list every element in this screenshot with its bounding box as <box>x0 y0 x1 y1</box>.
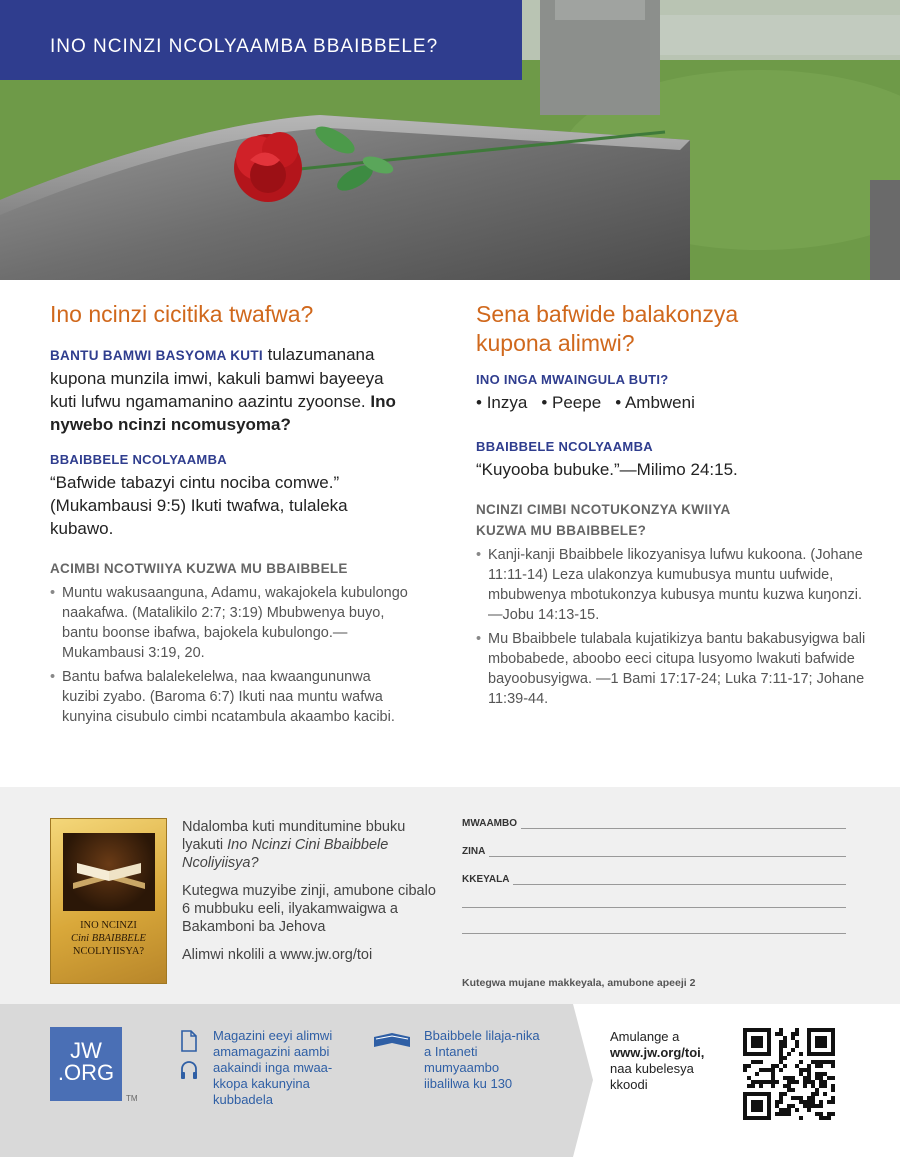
trademark: TM <box>126 1094 138 1103</box>
right-bible-label: BBAIBBELE NCOLYAAMBA <box>476 439 653 454</box>
address-note: Kutegwa mujane makkeyala, amubone apeeji 2 <box>462 977 696 989</box>
address-field[interactable] <box>462 874 846 885</box>
field-label: KKEYALA <box>462 874 510 885</box>
request-text <box>182 818 442 974</box>
qr-caption: Amulange a www.jw.org/toi, naa kubelesya kkoodi <box>610 1029 720 1093</box>
intro-text: tulazumanana kupona munzila imwi, kakuli bamwi bayeeya kuti lufwu ngamamanino aazintu zyoonse. <box>50 345 384 411</box>
book-cover-image <box>50 818 167 984</box>
list-item: • Muntu wakusaanguna, Adamu, wakajokela kubulongo naakafwa. (Matalikilo 2:7; 3:19) Mbubwenya buyo, bantu boonse ibafwa, bajokela kubulongo.—Mukambausi 3:19, 20. <box>50 583 410 663</box>
left-sub-heading: ACIMBI NCOTWIIYA KUZWA MU BBAIBBELE <box>50 561 348 576</box>
book-cover-title: INO NCINZI Cini BBAIBBELE NCOLIYIISYA? <box>71 920 146 957</box>
study-text: Kutegwa muzyibe zinji, amubone cibalo 6 mubbuku eeli, ilyakamwaigwa a Bakamboni ba Jehova <box>182 883 436 935</box>
list-item: • Bantu bafwa balalekelelwa, naa kwaangununwa kuzibi zyabo. (Baroma 6:7) Ikuti naa muntu wafwa kunyina cisubulo cimbi ncatambula akaambo kacibi. <box>50 667 410 727</box>
open-bible-image <box>63 833 155 911</box>
option-no: • Peepe <box>541 393 601 413</box>
page-banner <box>0 0 522 80</box>
qr-url[interactable]: www.jw.org/toi, <box>610 1045 705 1060</box>
left-heading: Ino ncinzi cicitika twafwa? <box>50 301 314 327</box>
name-field[interactable] <box>462 846 846 857</box>
jw-org-logo[interactable]: JW .ORG <box>50 1027 122 1101</box>
left-bullet-list <box>50 583 410 727</box>
qr-code-image <box>733 1020 869 1130</box>
intro-question: Ino nywebo ncinzi ncomusyoma? <box>50 392 396 434</box>
language-field[interactable] <box>462 818 846 829</box>
request-line: Ndalomba kuti munditumine bbuku lyakuti Ino Ncinzi Cini Bbaibbele Ncoliyiisya? <box>182 819 406 871</box>
list-item: • Kanji-kanji Bbaibbele likozyanisya lufwu kukoona. (Johane 11:11-14) Leza ulakonzya kumubusya muntu uufwide, mbubwenya mbotukonzya kubusya muntu kuzwa kuŋonzi.—Jobu 14:13-15. <box>476 545 866 625</box>
left-column <box>50 300 410 731</box>
question-label: INO INGA MWAINGULA BUTI? <box>476 372 669 387</box>
bible-online-text: Bbaibbele lilaja-nika a Intaneti mumyaambo iibalilwa ku 130 <box>424 1028 540 1091</box>
right-sub-heading: NCINZI CIMBI NCOTUKONZYA KWIIYA KUZWA MU BBAIBBELE? <box>476 502 731 538</box>
open-book-icon <box>372 1031 412 1051</box>
document-icon <box>180 1030 198 1052</box>
headphones-icon <box>179 1059 199 1081</box>
address-line-2[interactable] <box>462 907 846 908</box>
answer-options <box>476 393 866 413</box>
field-label: ZINA <box>462 846 486 857</box>
left-intro <box>50 343 410 436</box>
magazines-text: Magazini eeyi alimwi amamagazini aambi aakaindi inga mwaa-kkopa kakunyina kubbadela <box>213 1028 333 1107</box>
banner-title: INO NCINZI NCOLYAAMBA BBAIBBELE? <box>50 36 439 57</box>
website-text: Alimwi nkolili a www.jw.org/toi <box>182 947 373 963</box>
option-maybe: • Ambweni <box>615 393 695 413</box>
field-label: MWAAMBO <box>462 818 517 829</box>
qr-code[interactable] <box>733 1020 869 1130</box>
right-bullet-list <box>476 545 866 709</box>
address-line-3[interactable] <box>462 933 846 934</box>
left-bible-label: BBAIBBELE NCOLYAAMBA <box>50 452 227 467</box>
book-title: Ino Ncinzi Cini Bbaibbele Ncoliyiisya? <box>182 837 389 871</box>
right-bible-quote: “Kuyooba bubuke.”—Milimo 24:15. <box>476 460 738 479</box>
right-column <box>476 300 866 713</box>
right-heading: Sena bafwide balakonzya kupona alimwi? <box>476 301 739 356</box>
list-item: • Mu Bbaibbele tulabala kujatikizya bantu bakabusyigwa bali mbobabede, aboobo eeci citupa lusyomo lwakuti bafwide bayoobusyigwa. —1 Bami 17:17-24; Luka 7:11-17; Johane 11:39-44. <box>476 629 866 709</box>
intro-label: BANTU BAMWI BASYOMA KUTI <box>50 348 263 363</box>
option-yes: • Inzya <box>476 393 527 413</box>
left-bible-quote: “Bafwide tabazyi cintu nociba comwe.” (Mukambausi 9:5) Ikuti twafwa, tulaleka kubawo. <box>50 473 348 538</box>
